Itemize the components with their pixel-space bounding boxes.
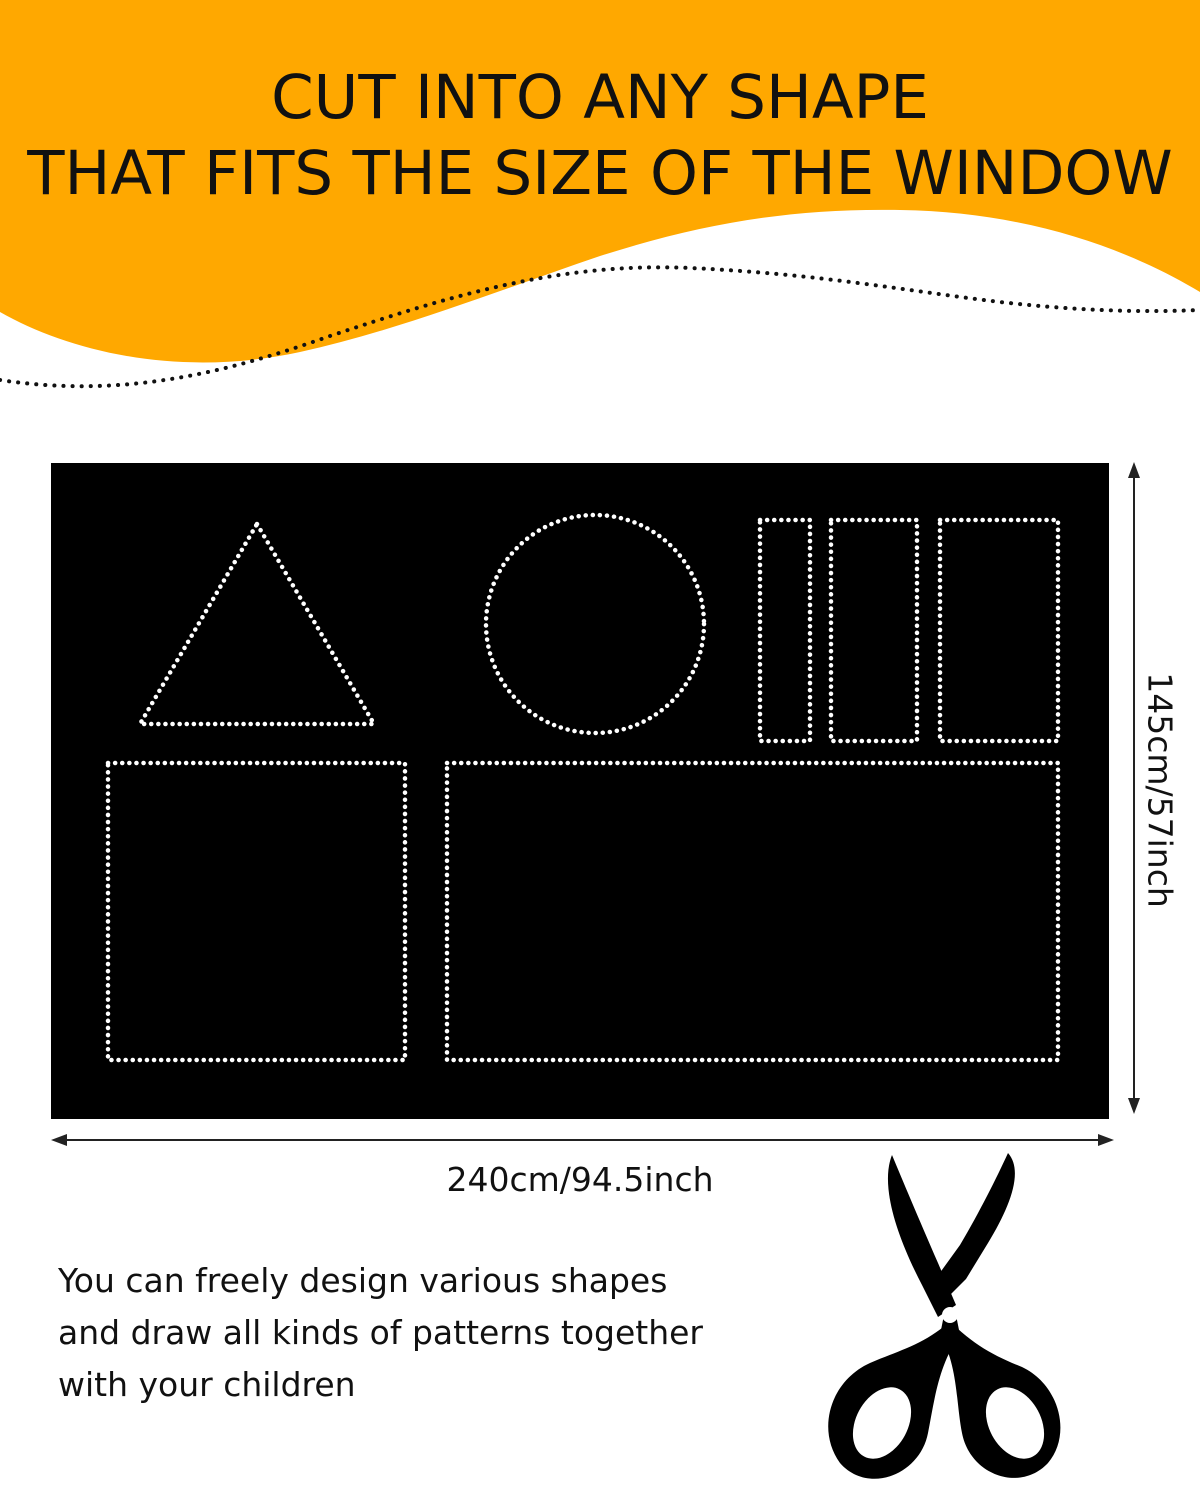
black-film-panel <box>51 463 1109 1119</box>
description-line-1: You can freely design various shapes <box>58 1261 668 1300</box>
double-arrow-icon <box>1128 462 1140 1114</box>
headline-line-2: THAT FITS THE SIZE OF THE WINDOW <box>27 138 1173 209</box>
description-text <box>58 1255 758 1411</box>
scissors-icon <box>810 1145 1090 1485</box>
film-diagram <box>0 440 1200 1160</box>
headline-line-1: CUT INTO ANY SHAPE <box>271 62 929 133</box>
description-line-2: and draw all kinds of patterns together <box>58 1313 703 1352</box>
description-line-3: with your children <box>58 1365 356 1404</box>
width-dimension-label: 240cm/94.5inch <box>446 1160 714 1199</box>
height-dimension-text: 145cm/57inch <box>1140 672 1180 908</box>
